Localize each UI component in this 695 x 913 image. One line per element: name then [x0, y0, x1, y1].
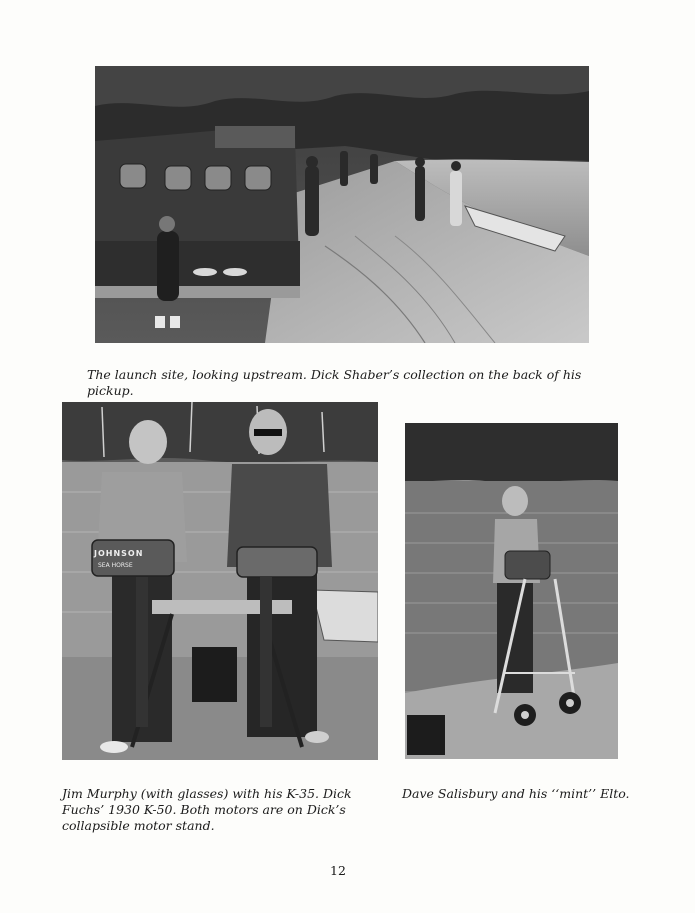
sea-horse-label: SEA HORSE [98, 562, 133, 569]
caption-murphy-fuchs: Jim Murphy (with glasses) with his K-35. Dick Fuchs’ 1930 K-50. Both motors are on Dick’s collapsible motor stand. [62, 786, 352, 833]
johnson-label: JOHNSON [94, 549, 144, 558]
photo-salisbury-elto [405, 423, 618, 759]
photo-launch-site [95, 66, 589, 343]
page-number: 12 [330, 863, 346, 878]
caption-launch-site: The launch site, looking upstream. Dick Shaber’s collection on the back of his pickup. [87, 367, 582, 398]
photo-murphy-fuchs [62, 402, 378, 760]
caption-salisbury-elto: Dave Salisbury and his ‘‘mint’’ Elto. [402, 786, 630, 801]
